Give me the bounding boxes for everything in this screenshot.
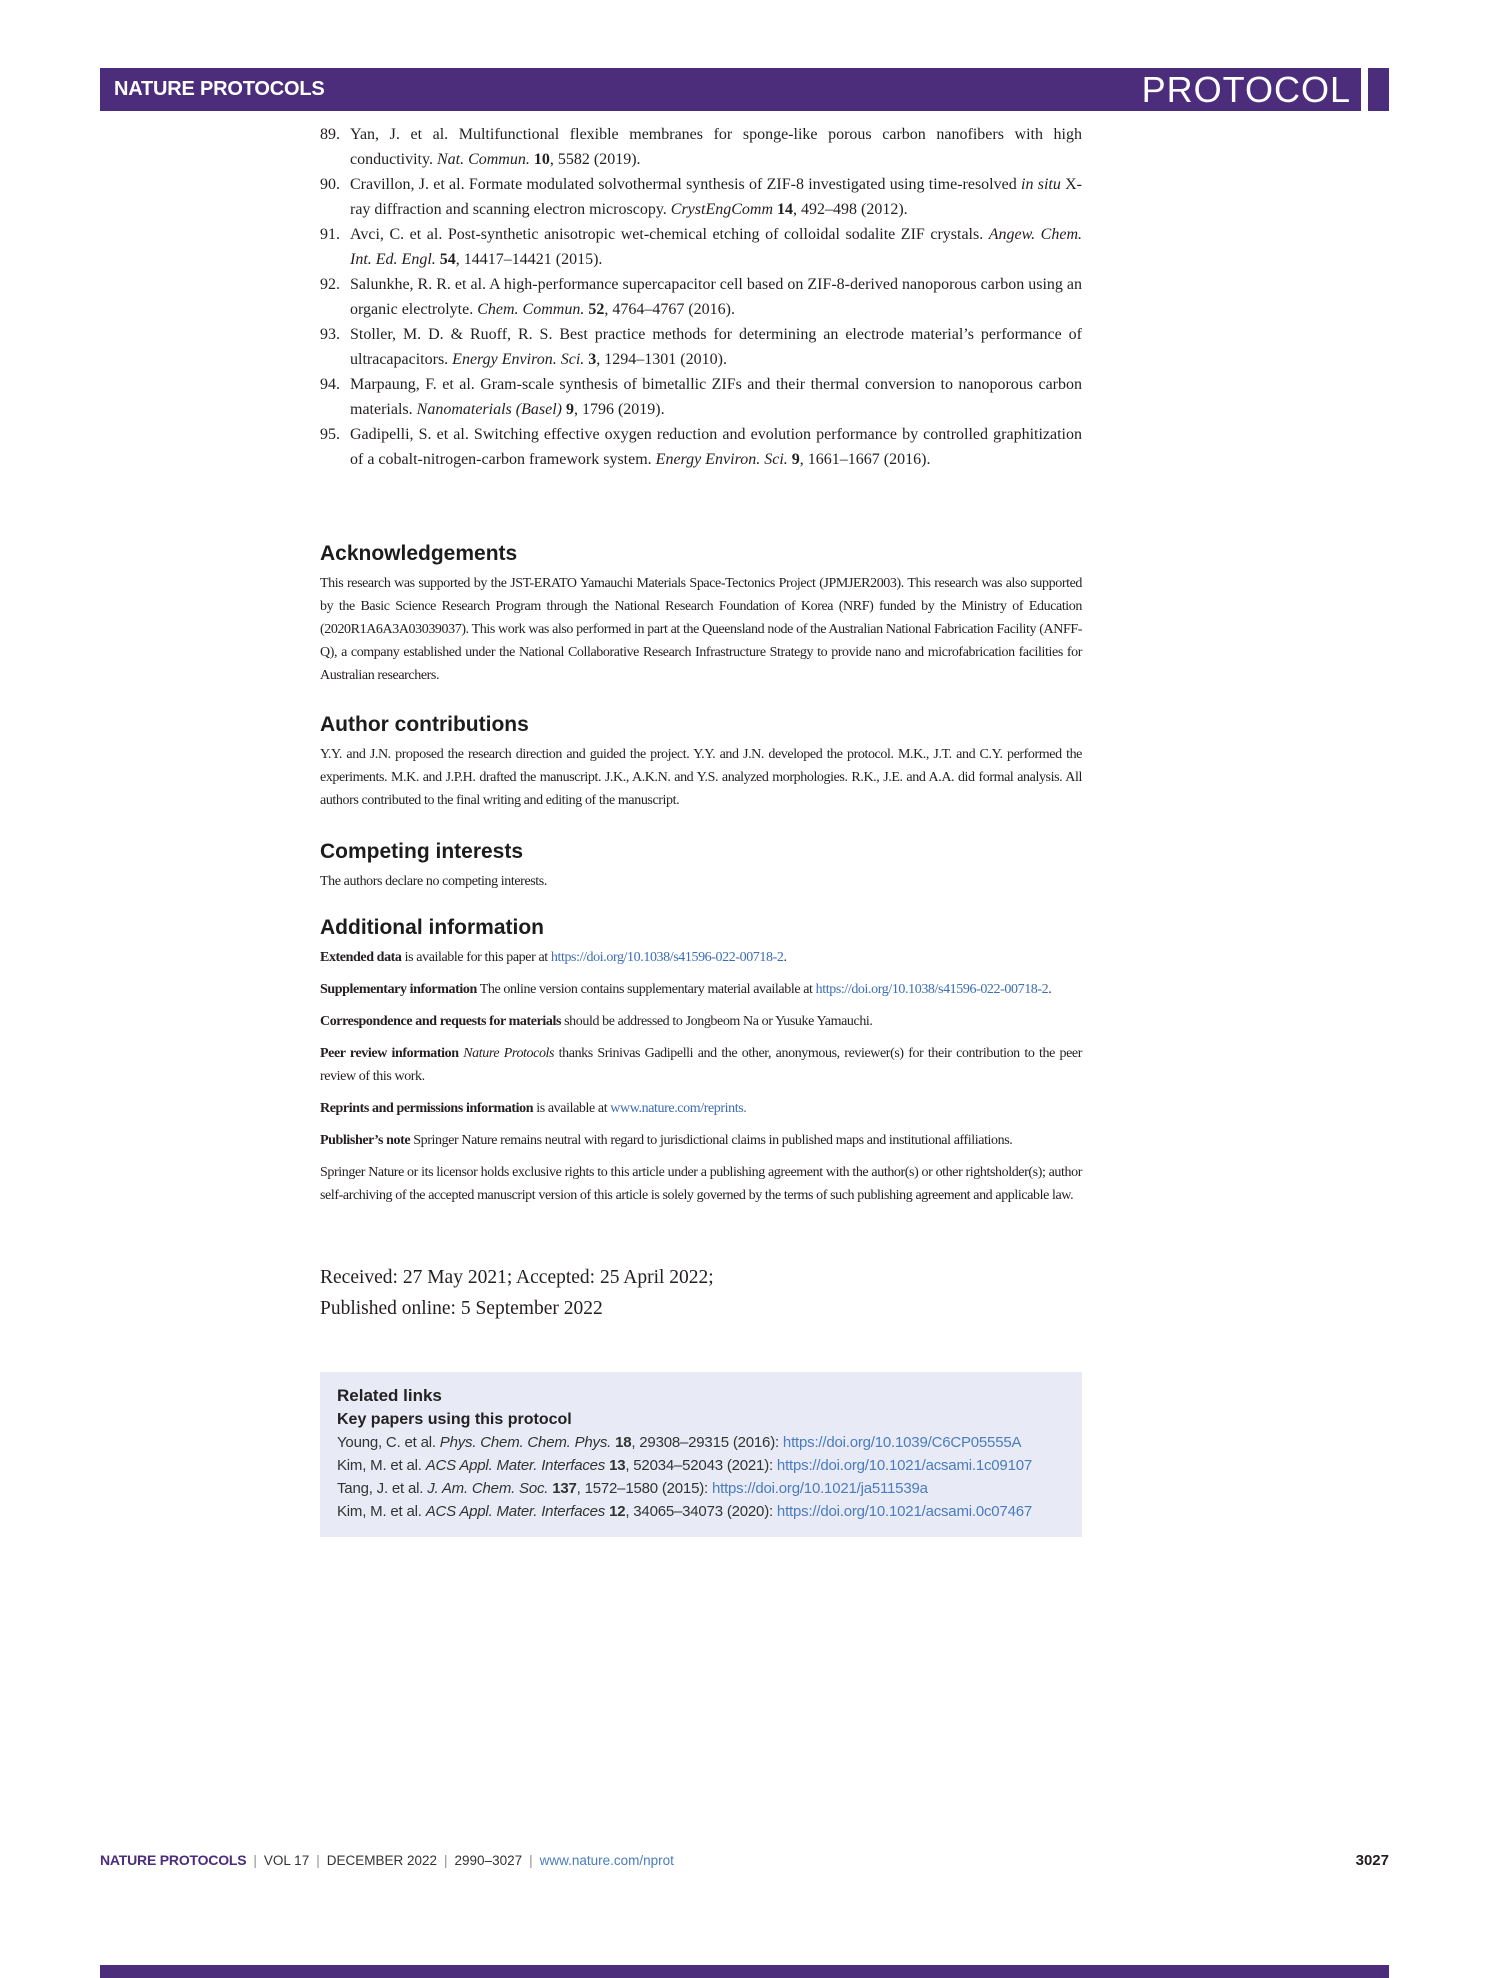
text-segment: Nanomaterials (Basel): [416, 401, 566, 418]
text-segment: should be addressed to Jongbeom Na or Yusuke Yamauchi.: [561, 1014, 873, 1029]
text-segment: Avci, C. et al. Post-synthetic anisotropic wet-chemical etching of colloidal sodalite ZIF crystals.: [350, 226, 989, 243]
footer-separator: |: [316, 1853, 320, 1868]
text-segment: Kim, M. et al.: [337, 1503, 426, 1520]
acknowledgements-text: This research was supported by the JST-ERATO Yamauchi Materials Space-Tectonics Project (JPMJER2003). This research was also supported by the Basic Science Research Program through the National Research Foundation of Korea (NRF) funded by the Ministry of Education (2020R1A6A3A03039037). This work was also performed in part at the Queensland node of the Australian National Fabrication Facility (ANFF-Q), a company established under the National Collaborative Research Infrastructure Strategy to provide nano and microfabrication facilities for Australian researchers.: [320, 576, 1082, 683]
footer-separator: |: [444, 1853, 448, 1868]
text-segment: Supplementary information: [320, 982, 477, 997]
text-segment: Marpaung, F. et al. Gram-scale synthesis of bimetallic ZIFs and their thermal conversion to nanoporous carbon materials.: [350, 376, 1082, 418]
published-online-line: Published online: 5 September 2022: [320, 1298, 603, 1319]
related-link-entry: [337, 1500, 1062, 1523]
related-link-entry: [337, 1431, 1062, 1454]
text-segment: Extended data: [320, 950, 402, 965]
page-footer: [100, 1852, 1389, 1869]
text-segment: Energy Environ. Sci.: [452, 351, 589, 368]
section-heading: Competing interests: [320, 840, 524, 863]
text-segment: .: [1048, 982, 1052, 997]
header-edge-tab: [1368, 68, 1389, 111]
text-segment: Cravillon, J. et al. Formate modulated solvothermal synthesis of ZIF-8 investigated using time-resolved: [350, 176, 1021, 193]
reference-number: 95.: [320, 426, 340, 443]
journal-brand: NATURE PROTOCOLS: [114, 78, 325, 100]
text-segment: Chem. Commun.: [477, 301, 589, 318]
text-segment: Springer Nature or its licensor holds exclusive rights to this article under a publishing agreement with the author(s) or other rightsholder(s); author self-archiving of the accepted manuscript version of this article is solely governed by the terms of such publishing agreement and applicable law.: [320, 1165, 1082, 1203]
main-column: [320, 0, 1082, 1978]
reference-item: [320, 422, 1082, 472]
text-segment: Kim, M. et al.: [337, 1457, 426, 1474]
reference-text: [350, 276, 1082, 318]
text-segment: , 29308–29315 (2016):: [631, 1434, 783, 1451]
text-segment: , 5582 (2019).: [549, 151, 641, 168]
text-segment: 9: [565, 401, 574, 418]
author-contributions-text: Y.Y. and J.N. proposed the research direction and guided the project. Y.Y. and J.N. developed the protocol. M.K., J.T. and C.Y. performed the experiments. M.K. and J.P.H. drafted the manuscript. J.K., A.K.N. and Y.S. analyzed morphologies. R.K., J.E. and A.A. did formal analysis. All authors contributed to the final writing and editing of the manuscript.: [320, 747, 1082, 808]
related-links-title: Related links: [337, 1386, 442, 1405]
footer-page-number: 3027: [1355, 1852, 1389, 1869]
reference-item: [320, 322, 1082, 372]
footer-issue-date: DECEMBER 2022: [326, 1853, 438, 1868]
link[interactable]: www.nature.com/reprints.: [610, 1101, 747, 1116]
additional-information-paragraph: [320, 1042, 1082, 1088]
text-segment: 137: [552, 1480, 577, 1497]
text-segment: Salunkhe, R. R. et al. A high-performance supercapacitor cell based on ZIF-8-derived nanoporous carbon using an organic electrolyte.: [350, 276, 1082, 318]
additional-information-paragraph: [320, 1097, 1082, 1120]
text-segment: Peer review information: [320, 1046, 459, 1061]
reference-number: 89.: [320, 126, 340, 143]
text-segment: Stoller, M. D. & Ruoff, R. S. Best practice methods for determining an electrode material’s performance of ultracapacitors.: [350, 326, 1082, 368]
related-links-box: [320, 1372, 1082, 1537]
additional-information-paragraph: [320, 978, 1082, 1001]
text-segment: Energy Environ. Sci.: [655, 451, 792, 468]
related-link-entry: [337, 1454, 1062, 1477]
text-segment: 3: [588, 351, 597, 368]
text-segment: Nat. Commun.: [436, 151, 534, 168]
text-segment: , 492–498 (2012).: [793, 201, 908, 218]
reference-text: [350, 226, 1082, 268]
text-segment: 54: [439, 251, 456, 268]
footer-separator: |: [529, 1853, 533, 1868]
text-segment: Tang, J. et al.: [337, 1480, 428, 1497]
text-segment: is available at: [533, 1101, 611, 1116]
link[interactable]: https://doi.org/10.1021/acsami.0c07467: [776, 1503, 1032, 1520]
text-segment: , 52034–52043 (2021):: [625, 1457, 777, 1474]
additional-information-paragraph: [320, 1010, 1082, 1033]
text-segment: , 1572–1580 (2015):: [576, 1480, 712, 1497]
related-link-entry: [337, 1477, 1062, 1500]
text-segment: , 34065–34073 (2020):: [625, 1503, 777, 1520]
section-heading: Acknowledgements: [320, 542, 518, 565]
link[interactable]: https://doi.org/10.1021/ja511539a: [711, 1480, 928, 1497]
link[interactable]: https://doi.org/10.1021/acsami.1c09107: [776, 1457, 1032, 1474]
text-segment: X-ray diffraction and scanning electron microscopy.: [350, 176, 1083, 218]
text-segment: , 1661–1667 (2016).: [799, 451, 931, 468]
footer-journal-link[interactable]: www.nature.com/nprot: [539, 1853, 674, 1868]
footer-separator: |: [253, 1853, 257, 1868]
text-segment: Phys. Chem. Chem. Phys.: [439, 1434, 616, 1451]
text-segment: Angew. Chem. Int. Ed. Engl.: [350, 226, 1082, 268]
footer-volume: VOL 17: [263, 1853, 310, 1868]
text-segment: 13: [609, 1457, 626, 1474]
competing-interests-text: The authors declare no competing interests.: [320, 874, 547, 889]
text-segment: 18: [615, 1434, 632, 1451]
text-segment: Reprints and permissions information: [320, 1101, 534, 1116]
additional-information-paragraph: [320, 946, 1082, 969]
related-links-entries: [337, 1431, 1062, 1523]
bottom-rule-bar: [100, 1965, 1389, 1978]
reference-item: [320, 272, 1082, 322]
text-segment: Correspondence and requests for materials: [320, 1014, 562, 1029]
reference-item: [320, 372, 1082, 422]
text-segment: The online version contains supplementary material available at: [476, 982, 816, 997]
reference-item: [320, 122, 1082, 172]
reference-text: [350, 176, 1082, 218]
text-segment: Springer Nature remains neutral with regard to jurisdictional claims in published maps and institutional affiliations.: [410, 1133, 1013, 1148]
text-segment: , 1796 (2019).: [573, 401, 665, 418]
reference-text: [350, 126, 1082, 168]
article-type-label: PROTOCOL: [1141, 69, 1351, 110]
text-segment: Nature Protocols: [463, 1046, 555, 1061]
reference-number: 93.: [320, 326, 340, 343]
text-segment: ACS Appl. Mater. Interfaces: [425, 1457, 610, 1474]
footer-page-range: 2990–3027: [454, 1853, 523, 1868]
text-segment: in situ: [1021, 176, 1061, 193]
text-segment: Young, C. et al.: [337, 1434, 440, 1451]
text-segment: CrystEngComm: [670, 201, 778, 218]
text-segment: 52: [588, 301, 605, 318]
text-segment: , 1294–1301 (2010).: [596, 351, 727, 368]
reference-text: [350, 426, 1082, 468]
reference-number: 91.: [320, 226, 340, 243]
received-accepted-line: Received: 27 May 2021; Accepted: 25 April 2022;: [320, 1267, 714, 1288]
text-segment: , 14417–14421 (2015).: [455, 251, 603, 268]
text-segment: , 4764–4767 (2016).: [604, 301, 735, 318]
text-segment: 9: [791, 451, 800, 468]
link[interactable]: https://doi.org/10.1038/s41596-022-00718-2: [815, 982, 1049, 997]
article-dates: [320, 1262, 714, 1324]
link[interactable]: https://doi.org/10.1038/s41596-022-00718-2: [550, 950, 784, 965]
text-segment: thanks Srinivas Gadipelli and the other, anonymous, reviewer(s) for their contribution to the peer review of this work.: [320, 1046, 1082, 1084]
reference-number: 94.: [320, 376, 340, 393]
footer-journal-brand: NATURE PROTOCOLS: [100, 1852, 247, 1868]
section-heading: Additional information: [320, 916, 544, 939]
text-segment: Gadipelli, S. et al. Switching effective oxygen reduction and evolution performance by controlled graphitization of a cobalt-nitrogen-carbon framework system.: [350, 426, 1082, 468]
reference-number: 92.: [320, 276, 340, 293]
section-author-contributions: [320, 712, 1082, 812]
text-segment: 12: [609, 1503, 626, 1520]
text-segment: 10: [533, 151, 550, 168]
section-additional-information: [320, 915, 1082, 1216]
text-segment: Yan, J. et al. Multifunctional flexible membranes for sponge-like porous carbon nanofibers with high conductivity.: [350, 126, 1082, 168]
text-segment: Publisher’s note: [320, 1133, 411, 1148]
text-segment: J. Am. Chem. Soc.: [427, 1480, 553, 1497]
section-acknowledgements: [320, 541, 1082, 687]
reference-item: [320, 222, 1082, 272]
additional-information-paragraph: [320, 1129, 1082, 1152]
link[interactable]: https://doi.org/10.1039/C6CP05555A: [782, 1434, 1022, 1451]
reference-item: [320, 172, 1082, 222]
text-segment: is available for this paper at: [401, 950, 551, 965]
additional-information-paragraphs: [320, 946, 1082, 1207]
section-heading: Author contributions: [320, 713, 529, 736]
reference-text: [350, 326, 1082, 368]
reference-list: [320, 122, 1082, 472]
reference-number: 90.: [320, 176, 340, 193]
related-links-subtitle: Key papers using this protocol: [337, 1411, 572, 1428]
additional-information-paragraph: [320, 1161, 1082, 1207]
reference-text: [350, 376, 1082, 418]
text-segment: 14: [777, 201, 794, 218]
section-competing-interests: [320, 839, 1082, 893]
text-segment: ACS Appl. Mater. Interfaces: [425, 1503, 610, 1520]
text-segment: .: [783, 950, 787, 965]
